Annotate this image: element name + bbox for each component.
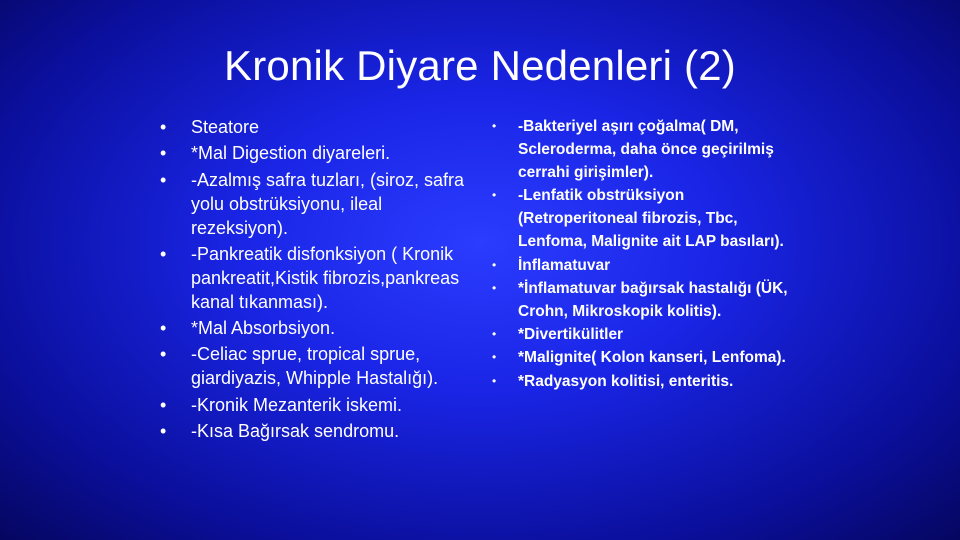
list-item-text: *Divertikülitler xyxy=(518,326,624,344)
list-item-text: *Malignite( Kolon kanseri, Lenfoma). xyxy=(518,349,786,367)
list-item xyxy=(488,254,808,277)
bullet-icon: • xyxy=(492,280,497,295)
list-item xyxy=(160,168,480,240)
list-item xyxy=(160,419,480,443)
bullet-icon: • xyxy=(492,119,497,133)
bullet-icon: • xyxy=(160,421,167,442)
list-item xyxy=(488,277,808,323)
list-item-text: -Bakteriyel aşırı çoğalma( DM, Scleroderma, daha önce geçirilmiş cerrahi girişimler). xyxy=(518,118,774,181)
list-item-text: *Mal Digestion diyareleri. xyxy=(191,143,391,164)
list-item xyxy=(160,141,480,165)
bullet-icon: • xyxy=(160,243,167,264)
list-item xyxy=(488,323,808,346)
bullet-icon: • xyxy=(160,117,167,137)
list-item-text: İnflamatuvar xyxy=(518,256,611,274)
bullet-icon: • xyxy=(160,169,167,190)
list-item-text: *Radyasyon kolitisi, enteritis. xyxy=(518,372,734,390)
list-item-text: *İnflamatuvar bağırsak hastalığı (ÜK, Crohn, Mikroskopik kolitis). xyxy=(518,279,788,320)
left-bullet-list xyxy=(160,115,480,445)
list-item-text: Steatore xyxy=(191,117,260,137)
list-item-text: -Lenfatik obstrüksiyon (Retroperitoneal fibrozis, Tbc, Lenfoma, Malignite ait LAP basıları). xyxy=(518,187,784,251)
list-item-text: -Kronik Mezanterik iskemi. xyxy=(191,394,403,415)
list-item xyxy=(488,346,808,369)
right-bullet-list xyxy=(488,115,808,393)
list-item xyxy=(160,316,480,340)
bullet-icon: • xyxy=(160,394,167,415)
bullet-icon: • xyxy=(492,350,497,365)
list-item xyxy=(160,393,480,417)
bullet-icon: • xyxy=(492,373,497,388)
bullet-icon: • xyxy=(492,188,497,203)
list-item xyxy=(488,184,808,253)
slide-title: Kronik Diyare Nedenleri (2) xyxy=(224,42,736,89)
list-item xyxy=(160,242,480,314)
bullet-icon: • xyxy=(492,257,497,272)
list-item xyxy=(488,115,808,184)
bullet-icon: • xyxy=(160,344,167,365)
bullet-icon: • xyxy=(160,143,167,164)
list-item-text: -Pankreatik disfonksiyon ( Kronik pankreatit,Kistik fibrozis,pankreas kanal tıkanması). xyxy=(191,243,460,312)
list-item xyxy=(488,370,808,393)
list-item xyxy=(160,342,480,390)
bullet-icon: • xyxy=(160,318,167,339)
list-item-text: -Azalmış safra tuzları, (siroz, safra yolu obstrüksiyonu, ileal rezeksiyon). xyxy=(191,169,465,238)
list-item xyxy=(160,115,480,139)
list-item-text: -Celiac sprue, tropical sprue, giardiyazis, Whipple Hastalığı). xyxy=(191,344,439,389)
list-item-text: *Mal Absorbsiyon. xyxy=(191,318,336,339)
list-item-text: -Kısa Bağırsak sendromu. xyxy=(191,421,400,442)
bullet-icon: • xyxy=(492,327,497,342)
